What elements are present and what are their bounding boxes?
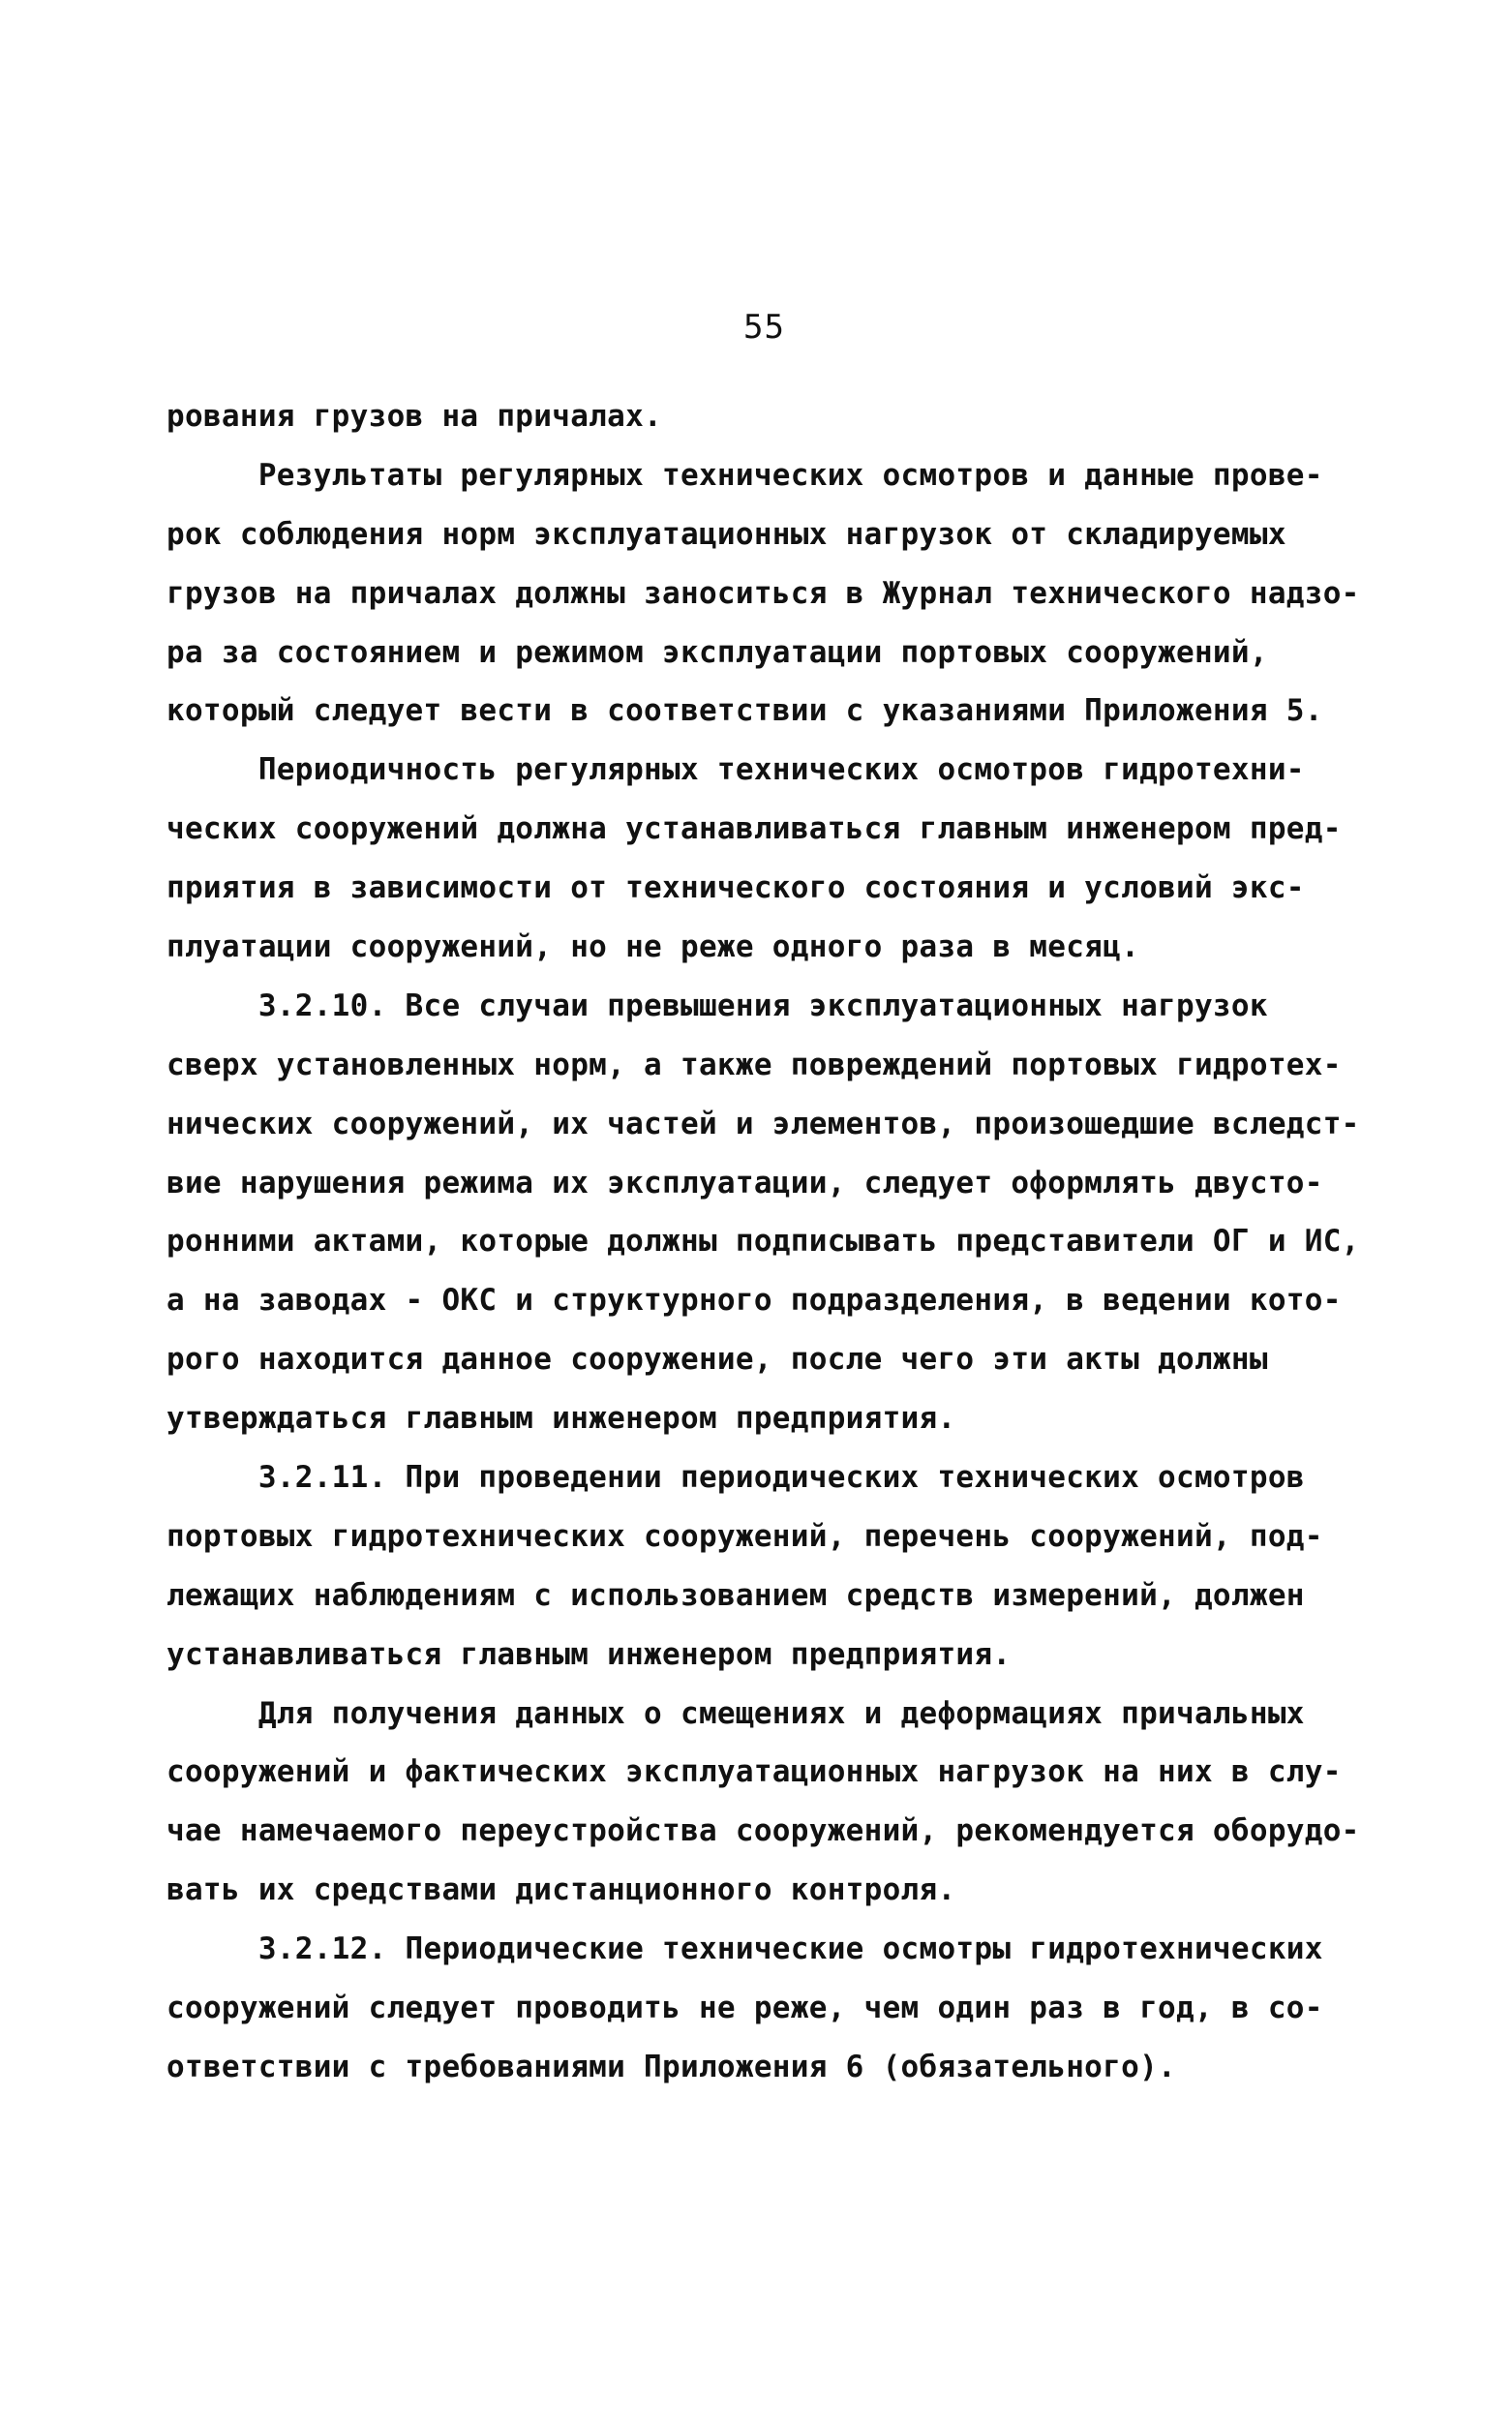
text-line: сооружений следует проводить не реже, чем один раз в год, в со- [166,1991,1323,2026]
text-line: сооружений и фактических эксплуатационных нагрузок на них в слу- [166,1754,1342,1790]
text-line: Для получения данных о смещениях и деформациях причальных [166,1695,1305,1731]
text-line: ответствии с требованиями Приложения 6 (обязательного). [166,2049,1176,2084]
text-line: 3.2.12. Периодические технические осмотры гидротехнических [166,1931,1323,1967]
text-line: 3.2.11. При проведении периодических технических осмотров [166,1460,1305,1496]
text-line: плуатации сооружений, но не реже одного раза в месяц. [166,929,1140,965]
text-line: рого находится данное сооружение, после чего эти акты должны [166,1342,1268,1378]
text-line: Результаты регулярных технических осмотров и данные прове- [166,457,1323,493]
text-line: ческих сооружений должна устанавливаться главным инженером пред- [166,811,1342,847]
text-line: ра за состоянием и режимом эксплуатации портовых сооружений, [166,634,1268,670]
text-line: 3.2.10. Все случаи превышения эксплуатационных нагрузок [166,988,1268,1023]
text-line: утверждаться главным инженером предприятия. [166,1401,956,1437]
text-line: сверх установленных норм, а также повреждений портовых гидротех- [166,1047,1342,1082]
text-line: ронними актами, которые должны подписывать представители ОГ и ИС, [166,1224,1360,1260]
text-line: вать их средствами дистанционного контроля. [166,1872,956,1908]
text-line: рок соблюдения норм эксплуатационных нагрузок от складируемых [166,516,1286,552]
text-line: грузов на причалах должны заноситься в Журнал технического надзо- [166,575,1360,611]
text-line: приятия в зависимости от технического состояния и условий экс- [166,870,1305,906]
text-line: чае намечаемого переустройства сооружений, рекомендуется оборудо- [166,1813,1360,1849]
body-text [166,387,1386,2097]
text-line: устанавливаться главным инженером предприятия. [166,1636,1012,1672]
text-line: портовых гидротехнических сооружений, перечень сооружений, под- [166,1518,1323,1554]
text-line: нических сооружений, их частей и элементов, произошедшие вследст- [166,1106,1360,1141]
text-line: Периодичность регулярных технических осмотров гидротехни- [166,752,1305,788]
text-line: лежащих наблюдениям с использованием средств измерений, должен [166,1577,1305,1613]
page-number: 55 [743,308,785,347]
text-line: рования грузов на причалах. [166,399,663,434]
text-line: а на заводах - ОКС и структурного подразделения, в ведении кото- [166,1283,1342,1319]
text-line: который следует вести в соответствии с указаниями Приложения 5. [166,693,1323,729]
text-line: вие нарушения режима их эксплуатации, следует оформлять двусто- [166,1165,1323,1201]
